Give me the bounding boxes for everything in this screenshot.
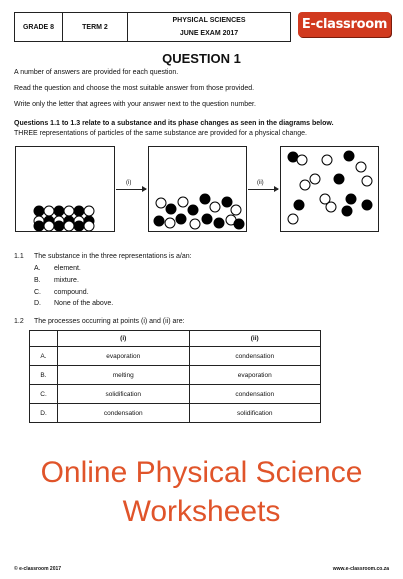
instruction-line-3: Write only the letter that agrees with your answer next to the question number. <box>14 101 256 108</box>
row-process-ii: condensation <box>189 385 321 404</box>
row-letter: D. <box>30 404 58 423</box>
intro-bold: Questions 1.1 to 1.3 relate to a substance and its phase changes as seen in the diagrams below. <box>14 120 334 127</box>
gas-state-box <box>280 146 379 232</box>
table-row <box>30 404 321 423</box>
q1-1-option-b-letter: B. <box>34 277 41 284</box>
subject-cell <box>128 13 291 42</box>
liquid-state-box <box>148 146 247 232</box>
promo-line-2: Worksheets <box>122 495 281 528</box>
arrow-label-i: (i) <box>126 180 132 186</box>
q1-1-number: 1.1 <box>14 253 24 260</box>
q1-1-option-a: element. <box>54 265 81 272</box>
row-letter: B. <box>30 366 58 385</box>
footer-website-link[interactable]: www.e-classroom.co.za <box>332 566 389 572</box>
intro-text: THREE representations of particles of the same substance are provided for a physical change. <box>14 130 307 137</box>
row-process-i: melting <box>58 366 190 385</box>
arrow-label-ii: (ii) <box>257 180 264 186</box>
row-letter: A. <box>30 347 58 366</box>
solid-particles <box>16 147 114 231</box>
q1-1-option-c-letter: C. <box>34 289 41 296</box>
q1-1-option-a-letter: A. <box>34 265 41 272</box>
term-cell: TERM 2 <box>63 13 128 42</box>
exam-label: JUNE EXAM 2017 <box>179 30 239 37</box>
answer-table-header <box>30 331 321 347</box>
row-process-ii: evaporation <box>189 366 321 385</box>
header-col-i: (i) <box>58 331 190 347</box>
arrow-i <box>116 189 146 190</box>
subject-label: PHYSICAL SCIENCES <box>172 17 246 24</box>
header-table <box>14 12 291 42</box>
eclassroom-logo[interactable] <box>298 12 391 37</box>
q1-2-text: The processes occurring at points (i) and (ii) are: <box>34 318 185 325</box>
answer-table <box>29 330 321 423</box>
grade-cell: GRADE 8 <box>15 13 63 42</box>
table-row <box>30 347 321 366</box>
row-letter: C. <box>30 385 58 404</box>
table-row <box>30 385 321 404</box>
row-process-ii: solidification <box>189 404 321 423</box>
instruction-line-1: A number of answers are provided for each question. <box>14 69 179 76</box>
header-col-ii: (ii) <box>189 331 321 347</box>
logo-text: E-classroom <box>301 17 388 32</box>
q1-2-number: 1.2 <box>14 318 24 325</box>
row-process-i: evaporation <box>58 347 190 366</box>
q1-1-option-d-letter: D. <box>34 300 41 307</box>
row-process-ii: condensation <box>189 347 321 366</box>
solid-state-box <box>15 146 115 232</box>
q1-1-option-b: mixture. <box>54 277 79 284</box>
instruction-line-2: Read the question and choose the most suitable answer from those provided. <box>14 85 255 92</box>
gas-particles <box>281 147 378 231</box>
table-row <box>30 366 321 385</box>
arrow-ii <box>248 189 278 190</box>
question-title: QUESTION 1 <box>162 51 241 66</box>
promo-line-1: Online Physical Science <box>40 456 363 489</box>
q1-1-option-c: compound. <box>54 289 89 296</box>
row-process-i: solidification <box>58 385 190 404</box>
q1-1-option-d: None of the above. <box>54 300 114 307</box>
footer-copyright: © e-classroom 2017 <box>14 566 62 572</box>
header-blank-cell <box>30 331 58 347</box>
row-process-i: condensation <box>58 404 190 423</box>
q1-1-text: The substance in the three representations is a/an: <box>34 253 192 260</box>
liquid-particles <box>149 147 246 231</box>
